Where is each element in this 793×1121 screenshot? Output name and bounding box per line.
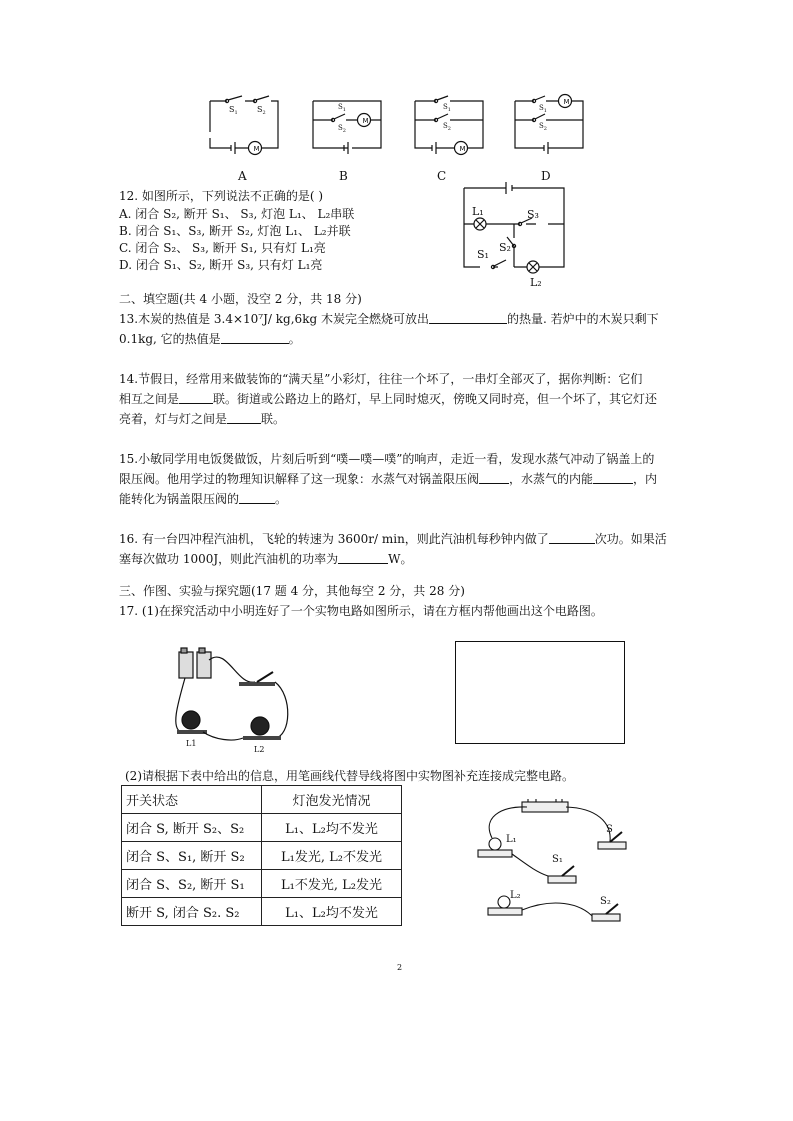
diagram-label-l2: L₂ (510, 890, 521, 901)
q15-line2 (119, 471, 657, 487)
circuit-drawing-box[interactable] (455, 641, 625, 744)
svg-text:S1: $S_1$ (229, 105, 238, 116)
q12-label-s1: S₁ (477, 248, 489, 261)
q13-answer-blank-2[interactable] (221, 332, 289, 344)
section2-heading: 二、填空题(共 4 小题，没空 2 分，共 18 分) (119, 292, 362, 306)
q17-real-circuit-photo (167, 646, 297, 756)
q17-component-diagram (470, 798, 640, 933)
q16-answer-blank-2[interactable] (338, 552, 388, 564)
q16-line1 (119, 531, 667, 547)
q17-part1: 17. (1)在探究活动中小明连好了一个实物电路如图所示，请在方框内帮他画出这个电路图。 (119, 604, 603, 618)
svg-text:M: M (459, 145, 466, 153)
svg-text:S1: $S_1$ (443, 103, 451, 113)
option-label-a: A (238, 169, 247, 183)
table-cell: L₁、L₂均不发光 (262, 814, 402, 842)
q12-label-l2: L₂ (530, 276, 542, 289)
q16-answer-blank-1[interactable] (549, 532, 595, 544)
q14-line2 (119, 391, 657, 407)
q12-stem: 12. 如图所示，下列说法不正确的是( ) (119, 189, 324, 203)
q16-text-b: 次功。如果活 (594, 532, 667, 546)
q12-label-s2: S₂ (499, 241, 511, 254)
q17-part2: (2)请根据下表中给出的信息，用笔画线代替导线将图中实物图补充连接成完整电路。 (125, 769, 575, 783)
table-cell: 闭合 S, 断开 S₂、S₂ (122, 814, 262, 842)
q16-text-c: 塞每次做功 1000J，则此汽油机的功率为 (119, 552, 339, 566)
option-label-b: B (339, 169, 348, 183)
q14-answer-blank-2[interactable] (227, 412, 261, 424)
q15-answer-blank-3[interactable] (239, 492, 275, 504)
q15-text-e: 。 (275, 492, 288, 506)
svg-text:S2: $S_2$ (257, 105, 266, 116)
q13-answer-blank-1[interactable] (429, 312, 507, 324)
q14-text-b: 联。街道或公路边上的路灯，早上同时熄灭，傍晚又同时亮，但一个坏了，其它灯还 (213, 392, 658, 406)
diagram-label-s2: S₂ (600, 896, 611, 907)
q12-label-l1: L₁ (472, 205, 484, 218)
q15-answer-blank-2[interactable] (593, 472, 633, 484)
svg-text:M: M (362, 117, 369, 125)
q11-circuit-b (308, 96, 386, 158)
q15-text-b: ，水蒸气的内能 (509, 472, 594, 486)
table-header-row (122, 786, 402, 814)
table-cell: L₁不发光, L₂发光 (262, 870, 402, 898)
q16-line2 (119, 551, 413, 567)
table-row (122, 870, 402, 898)
q13-text-a: 13.木炭的热值是 3.4×10⁷J/ kg,6kg 木炭完全燃烧可放出 (119, 312, 429, 326)
q15-text-c: ，内 (633, 472, 658, 486)
q12-option-a: A. 闭合 S₂, 断开 S₁、 S₃, 灯泡 L₁、 L₂串联 (119, 207, 355, 221)
q12-option-b: B. 闭合 S₁、S₃, 断开 S₂, 灯泡 L₁、 L₂并联 (119, 224, 351, 238)
diagram-label-l1: L₁ (506, 834, 517, 845)
q15-line3 (119, 491, 287, 507)
table-header-lamp: 灯泡发光情况 (262, 786, 402, 814)
svg-text:S1: $S_1$ (338, 103, 346, 113)
q11-circuit-a (205, 96, 283, 158)
page-number: 2 (397, 963, 403, 972)
q14-text-d: 联。 (261, 412, 286, 426)
q16-text-a: 16. 有一台四冲程汽油机，飞轮的转速为 3600r/ min，则此汽油机每秒钟内做了 (119, 532, 549, 546)
q12-circuit-diagram (458, 180, 570, 290)
table-row (122, 898, 402, 926)
svg-text:S2: $S_2$ (443, 122, 451, 132)
switch-state-table (121, 785, 402, 926)
table-cell: 闭合 S、S₁, 断开 S₂ (122, 842, 262, 870)
q13-text-c: 0.1kg, 它的热值是 (119, 332, 221, 346)
q13-line1 (119, 311, 659, 327)
diagram-label-s: S (606, 824, 613, 835)
svg-text:M: M (253, 145, 260, 153)
diagram-label-s1: S₁ (552, 854, 563, 865)
table-cell: L₁发光, L₂不发光 (262, 842, 402, 870)
q14-line1: 14.节假日，经常用来做装饰的“满天星”小彩灯，往往一个坏了，一串灯全部灭了，据你判断：它们 (119, 372, 643, 386)
q11-circuit-c (410, 96, 488, 158)
q15-text-d: 能转化为锅盖限压阀的 (119, 492, 240, 506)
table-header-switch: 开关状态 (122, 786, 262, 814)
table-row (122, 842, 402, 870)
table-cell: 闭合 S、S₂, 断开 S₁ (122, 870, 262, 898)
table-cell: L₁、L₂均不发光 (262, 898, 402, 926)
q13-text-b: 的热量. 若炉中的木炭只剩下 (506, 312, 659, 326)
q16-text-d: W。 (388, 552, 413, 566)
option-label-d: D (541, 169, 551, 183)
table-cell: 断开 S, 闭合 S₂. S₂ (122, 898, 262, 926)
q15-text-a: 限压阀。他用学过的物理知识解释了这一现象：水蒸气对锅盖限压阀 (119, 472, 480, 486)
photo-label-l2: L2 (254, 745, 265, 754)
q13-line2 (119, 331, 301, 347)
q13-text-d: 。 (288, 332, 301, 346)
svg-text:S2: $S_2$ (338, 124, 346, 134)
q14-text-a: 相互之间是 (119, 392, 180, 406)
svg-text:M: M (563, 98, 570, 106)
q12-option-c: C. 闭合 S₂、 S₃, 断开 S₁, 只有灯 L₁亮 (119, 241, 326, 255)
section3-heading: 三、作图、实验与探究题(17 题 4 分，其他每空 2 分，共 28 分) (119, 584, 465, 598)
q15-line1: 15.小敏同学用电饭煲做饭，片刻后听到“噗—噗—噗”的响声，走近一看，发现水蒸气冲动了锅盖上的 (119, 452, 655, 466)
q14-text-c: 亮着，灯与灯之间是 (119, 412, 228, 426)
q12-label-s3: S₃ (527, 208, 539, 221)
table-row (122, 814, 402, 842)
q14-line3 (119, 411, 285, 427)
q12-option-d: D. 闭合 S₁、S₂, 断开 S₃, 只有灯 L₁亮 (119, 258, 323, 272)
option-label-c: C (437, 169, 447, 183)
svg-text:S1: $S_1$ (539, 104, 547, 114)
photo-label-l1: L1 (186, 739, 197, 748)
q15-answer-blank-1[interactable] (479, 472, 509, 484)
q14-answer-blank-1[interactable] (179, 392, 213, 404)
svg-text:S2: $S_2$ (539, 122, 547, 132)
q11-circuit-d (510, 96, 588, 158)
